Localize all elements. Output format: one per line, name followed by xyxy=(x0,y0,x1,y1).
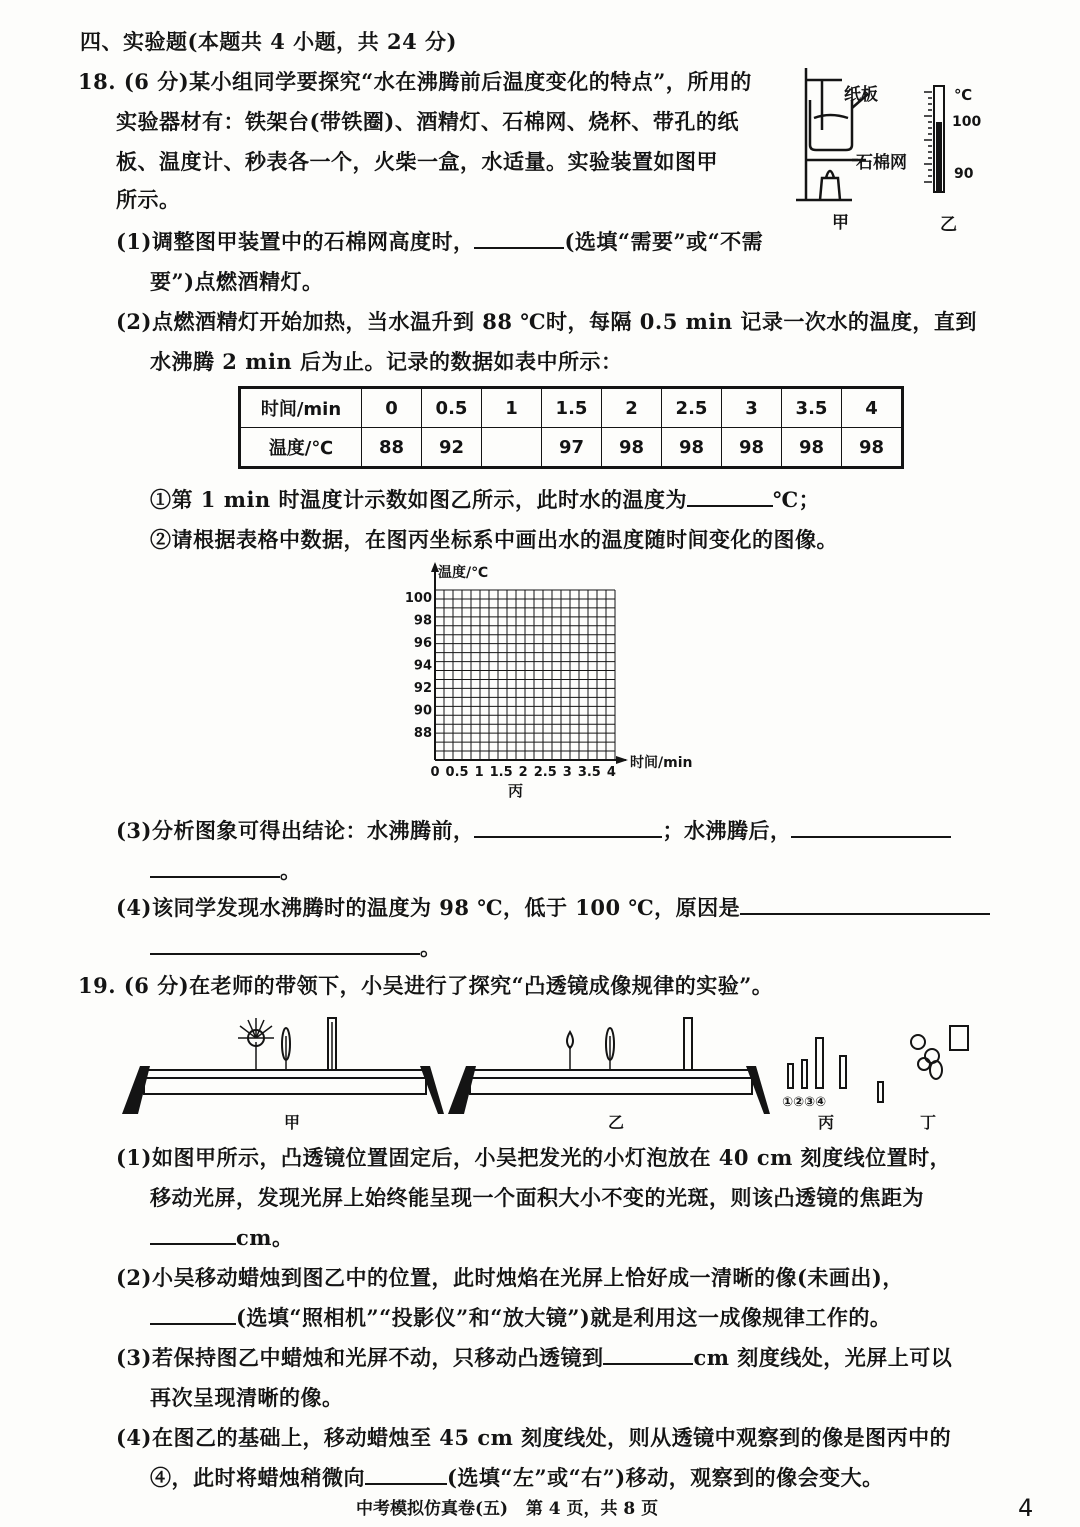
label-q19-yi: 乙 xyxy=(608,1113,625,1132)
q18-sub1-text-b: ℃； xyxy=(773,487,821,512)
label-q19-bing: 丙 xyxy=(818,1113,835,1132)
apparatus-figure xyxy=(790,60,990,240)
table-cell: 98 xyxy=(602,428,662,468)
table-row-time xyxy=(240,388,903,428)
q19-p2-line1: (2)小吴移动蜡烛到图乙中的位置，此时烛焰在光屏上恰好成一清晰的像(未画出)， xyxy=(116,1265,904,1290)
q19-p1-line1: (1)如图甲所示，凸透镜位置固定后，小吴把发光的小灯泡放在 40 cm 刻度线位置时， xyxy=(116,1145,952,1170)
q18-sub1-blank[interactable] xyxy=(687,487,773,507)
x-tick-labels xyxy=(430,765,615,780)
q19-p4-blank[interactable] xyxy=(365,1465,447,1485)
x-tick-label: 1.5 xyxy=(489,765,513,780)
label-paper: 纸板 xyxy=(844,85,878,105)
chart-xlabel: 时间/min xyxy=(630,755,693,771)
y-tick-label: 94 xyxy=(413,658,432,674)
y-tick-label: 88 xyxy=(413,726,432,741)
q18-line1: 18. (6 分)某小组同学要探究“水在沸腾前后温度变化的特点”，所用的 xyxy=(78,69,752,94)
table-cell: 4 xyxy=(842,388,903,428)
table-cell: 0.5 xyxy=(422,388,482,428)
q19-p4-line2 xyxy=(150,1462,884,1492)
q18-line2: 实验器材有：铁架台(带铁圈)、酒精灯、石棉网、烧杯、带孔的纸 xyxy=(116,109,739,134)
q18-p2-line1: (2)点燃酒精灯开始加热，当水温升到 88 ℃时，每隔 0.5 min 记录一次水的温度，直到 xyxy=(116,309,977,334)
table-cell: 1.5 xyxy=(542,388,602,428)
page-number: 4 xyxy=(1018,1494,1034,1522)
q19-p4-text-c: (选填“左”或“右”)移动，观察到的像会变大。 xyxy=(447,1465,884,1490)
q19-p4-line1: (4)在图乙的基础上，移动蜡烛至 45 cm 刻度线处，则从透镜中观察到的像是图丙中的 xyxy=(116,1425,952,1450)
table-cell: 2 xyxy=(602,388,662,428)
grid-lines xyxy=(435,590,615,760)
x-tick-label: 0.5 xyxy=(445,765,469,780)
table-cell: 98 xyxy=(842,428,903,468)
y-tick-label: 92 xyxy=(413,681,432,696)
x-axis-arrow xyxy=(616,756,628,764)
q18-p4-text-b: 。 xyxy=(420,935,442,960)
y-tick-labels xyxy=(405,591,432,741)
table-cell: 92 xyxy=(422,428,482,468)
label-t90: 90 xyxy=(954,166,974,182)
x-tick-label: 4 xyxy=(606,765,616,780)
table-header-temp: 温度/℃ xyxy=(240,428,362,468)
label-unit: ℃ xyxy=(954,86,973,104)
label-jia: 甲 xyxy=(832,213,849,233)
q18-p1-line1 xyxy=(116,226,763,256)
chart-ylabel: 温度/℃ xyxy=(438,565,489,581)
q18-p3-line2 xyxy=(150,855,302,885)
chart-caption: 丙 xyxy=(508,782,524,800)
q18-line3: 板、温度计、秒表各一个，火柴一盒，水适量。实验装置如图甲 xyxy=(116,149,718,174)
q18-p4-text-a: (4)该同学发现水沸腾时的温度为 98 ℃，低于 100 ℃，原因是 xyxy=(116,895,741,920)
x-tick-label: 1 xyxy=(474,765,484,780)
q19-p1-line3 xyxy=(150,1222,294,1252)
y-tick-label: 96 xyxy=(413,636,432,651)
q18-p3-text-c: 。 xyxy=(280,858,302,883)
q18-p3-blank-3[interactable] xyxy=(150,858,280,878)
table-row-temp xyxy=(240,428,903,468)
q19-p2-blank[interactable] xyxy=(150,1305,236,1325)
q19-p1-blank[interactable] xyxy=(150,1225,236,1245)
q18-p4-blank-2[interactable] xyxy=(150,935,420,955)
label-q19-jia: 甲 xyxy=(284,1113,301,1132)
q18-p3-line1 xyxy=(116,815,951,845)
q18-p1-text-a: (1)调整图甲装置中的石棉网高度时， xyxy=(116,229,475,254)
q18-p1-line2: 要”)点燃酒精灯。 xyxy=(150,269,324,294)
x-tick-label: 0 xyxy=(430,765,440,780)
table-cell: 3 xyxy=(722,388,782,428)
q19-p1-text-c: cm。 xyxy=(236,1225,294,1250)
table-cell: 88 xyxy=(362,428,422,468)
q18-p1-text-b: (选填“需要”或“不需 xyxy=(564,229,764,254)
q19-p2-text-b: (选填“照相机”“投影仪”和“放大镜”)就是利用这一成像规律工作的。 xyxy=(236,1305,892,1330)
q19-p3-text-b: cm 刻度线处，光屏上可以 xyxy=(693,1345,953,1370)
table-cell: 98 xyxy=(722,428,782,468)
y-tick-label: 98 xyxy=(413,613,432,629)
q18-p4-line1 xyxy=(116,892,990,922)
q18-p3-text-b: ；水沸腾后， xyxy=(662,818,792,843)
q19-p1-line2: 移动光屏，发现光屏上始终能呈现一个面积大小不变的光斑，则该凸透镜的焦距为 xyxy=(150,1185,924,1210)
q18-p3-blank-2[interactable] xyxy=(791,818,951,838)
label-gauze: 石棉网 xyxy=(856,153,907,173)
y-tick-label: 100 xyxy=(404,591,432,606)
table-cell: 97 xyxy=(542,428,602,468)
table-cell: 0 xyxy=(362,388,422,428)
q18-p3-blank-1[interactable] xyxy=(474,818,662,838)
q19-p2-line2 xyxy=(150,1302,891,1332)
q18-line4: 所示。 xyxy=(116,187,181,212)
q18-p2-line2: 水沸腾 2 min 后为止。记录的数据如表中所示： xyxy=(150,349,623,374)
y-tick-label: 90 xyxy=(413,703,432,719)
table-cell: 98 xyxy=(782,428,842,468)
table-cell: 98 xyxy=(662,428,722,468)
q19-p4-text-b: ④，此时将蜡烛稍微向 xyxy=(150,1465,365,1490)
table-header-time: 时间/min xyxy=(240,388,362,428)
section-title: 四、实验题(本题共 4 小题，共 24 分) xyxy=(80,29,457,54)
page-footer: 中考模拟仿真卷(五) 第 4 页，共 8 页 xyxy=(356,1499,659,1519)
q18-sub1-text-a: ①第 1 min 时温度计示数如图乙所示，此时水的温度为 xyxy=(150,487,688,512)
grid-chart xyxy=(400,560,720,800)
label-yi: 乙 xyxy=(940,215,957,235)
q19-p3-text-a: (3)若保持图乙中蜡烛和光屏不动，只移动凸透镜到 xyxy=(116,1345,604,1370)
x-tick-label: 2 xyxy=(518,765,528,780)
q18-p4-line2 xyxy=(150,932,442,962)
image-nums: ①②③④ xyxy=(782,1095,827,1110)
label-t100: 100 xyxy=(952,114,982,130)
q18-p3-text-a: (3)分析图象可得出结论：水沸腾前， xyxy=(116,818,475,843)
x-tick-label: 3.5 xyxy=(577,765,601,780)
x-tick-label: 2.5 xyxy=(533,765,557,780)
q18-sub2: ②请根据表格中数据，在图丙坐标系中画出水的温度随时间变化的图像。 xyxy=(150,527,838,552)
data-table xyxy=(238,386,904,469)
table-cell: 2.5 xyxy=(662,388,722,428)
table-cell-blank[interactable] xyxy=(482,428,542,468)
lens-figure xyxy=(118,1016,998,1134)
q18-p1-blank[interactable] xyxy=(474,229,564,249)
q19-p3-blank[interactable] xyxy=(603,1345,693,1365)
q19-p3-line1 xyxy=(116,1342,952,1372)
q18-p4-blank-1[interactable] xyxy=(740,895,990,915)
q18-sub1 xyxy=(150,484,820,514)
table-cell: 1 xyxy=(482,388,542,428)
table-cell: 3.5 xyxy=(782,388,842,428)
x-tick-label: 3 xyxy=(562,765,572,780)
label-q19-ding: 丁 xyxy=(920,1113,937,1132)
q19-p3-line2: 再次呈现清晰的像。 xyxy=(150,1385,344,1410)
q19-line1: 19. (6 分)在老师的带领下，小吴进行了探究“凸透镜成像规律的实验”。 xyxy=(78,973,774,998)
